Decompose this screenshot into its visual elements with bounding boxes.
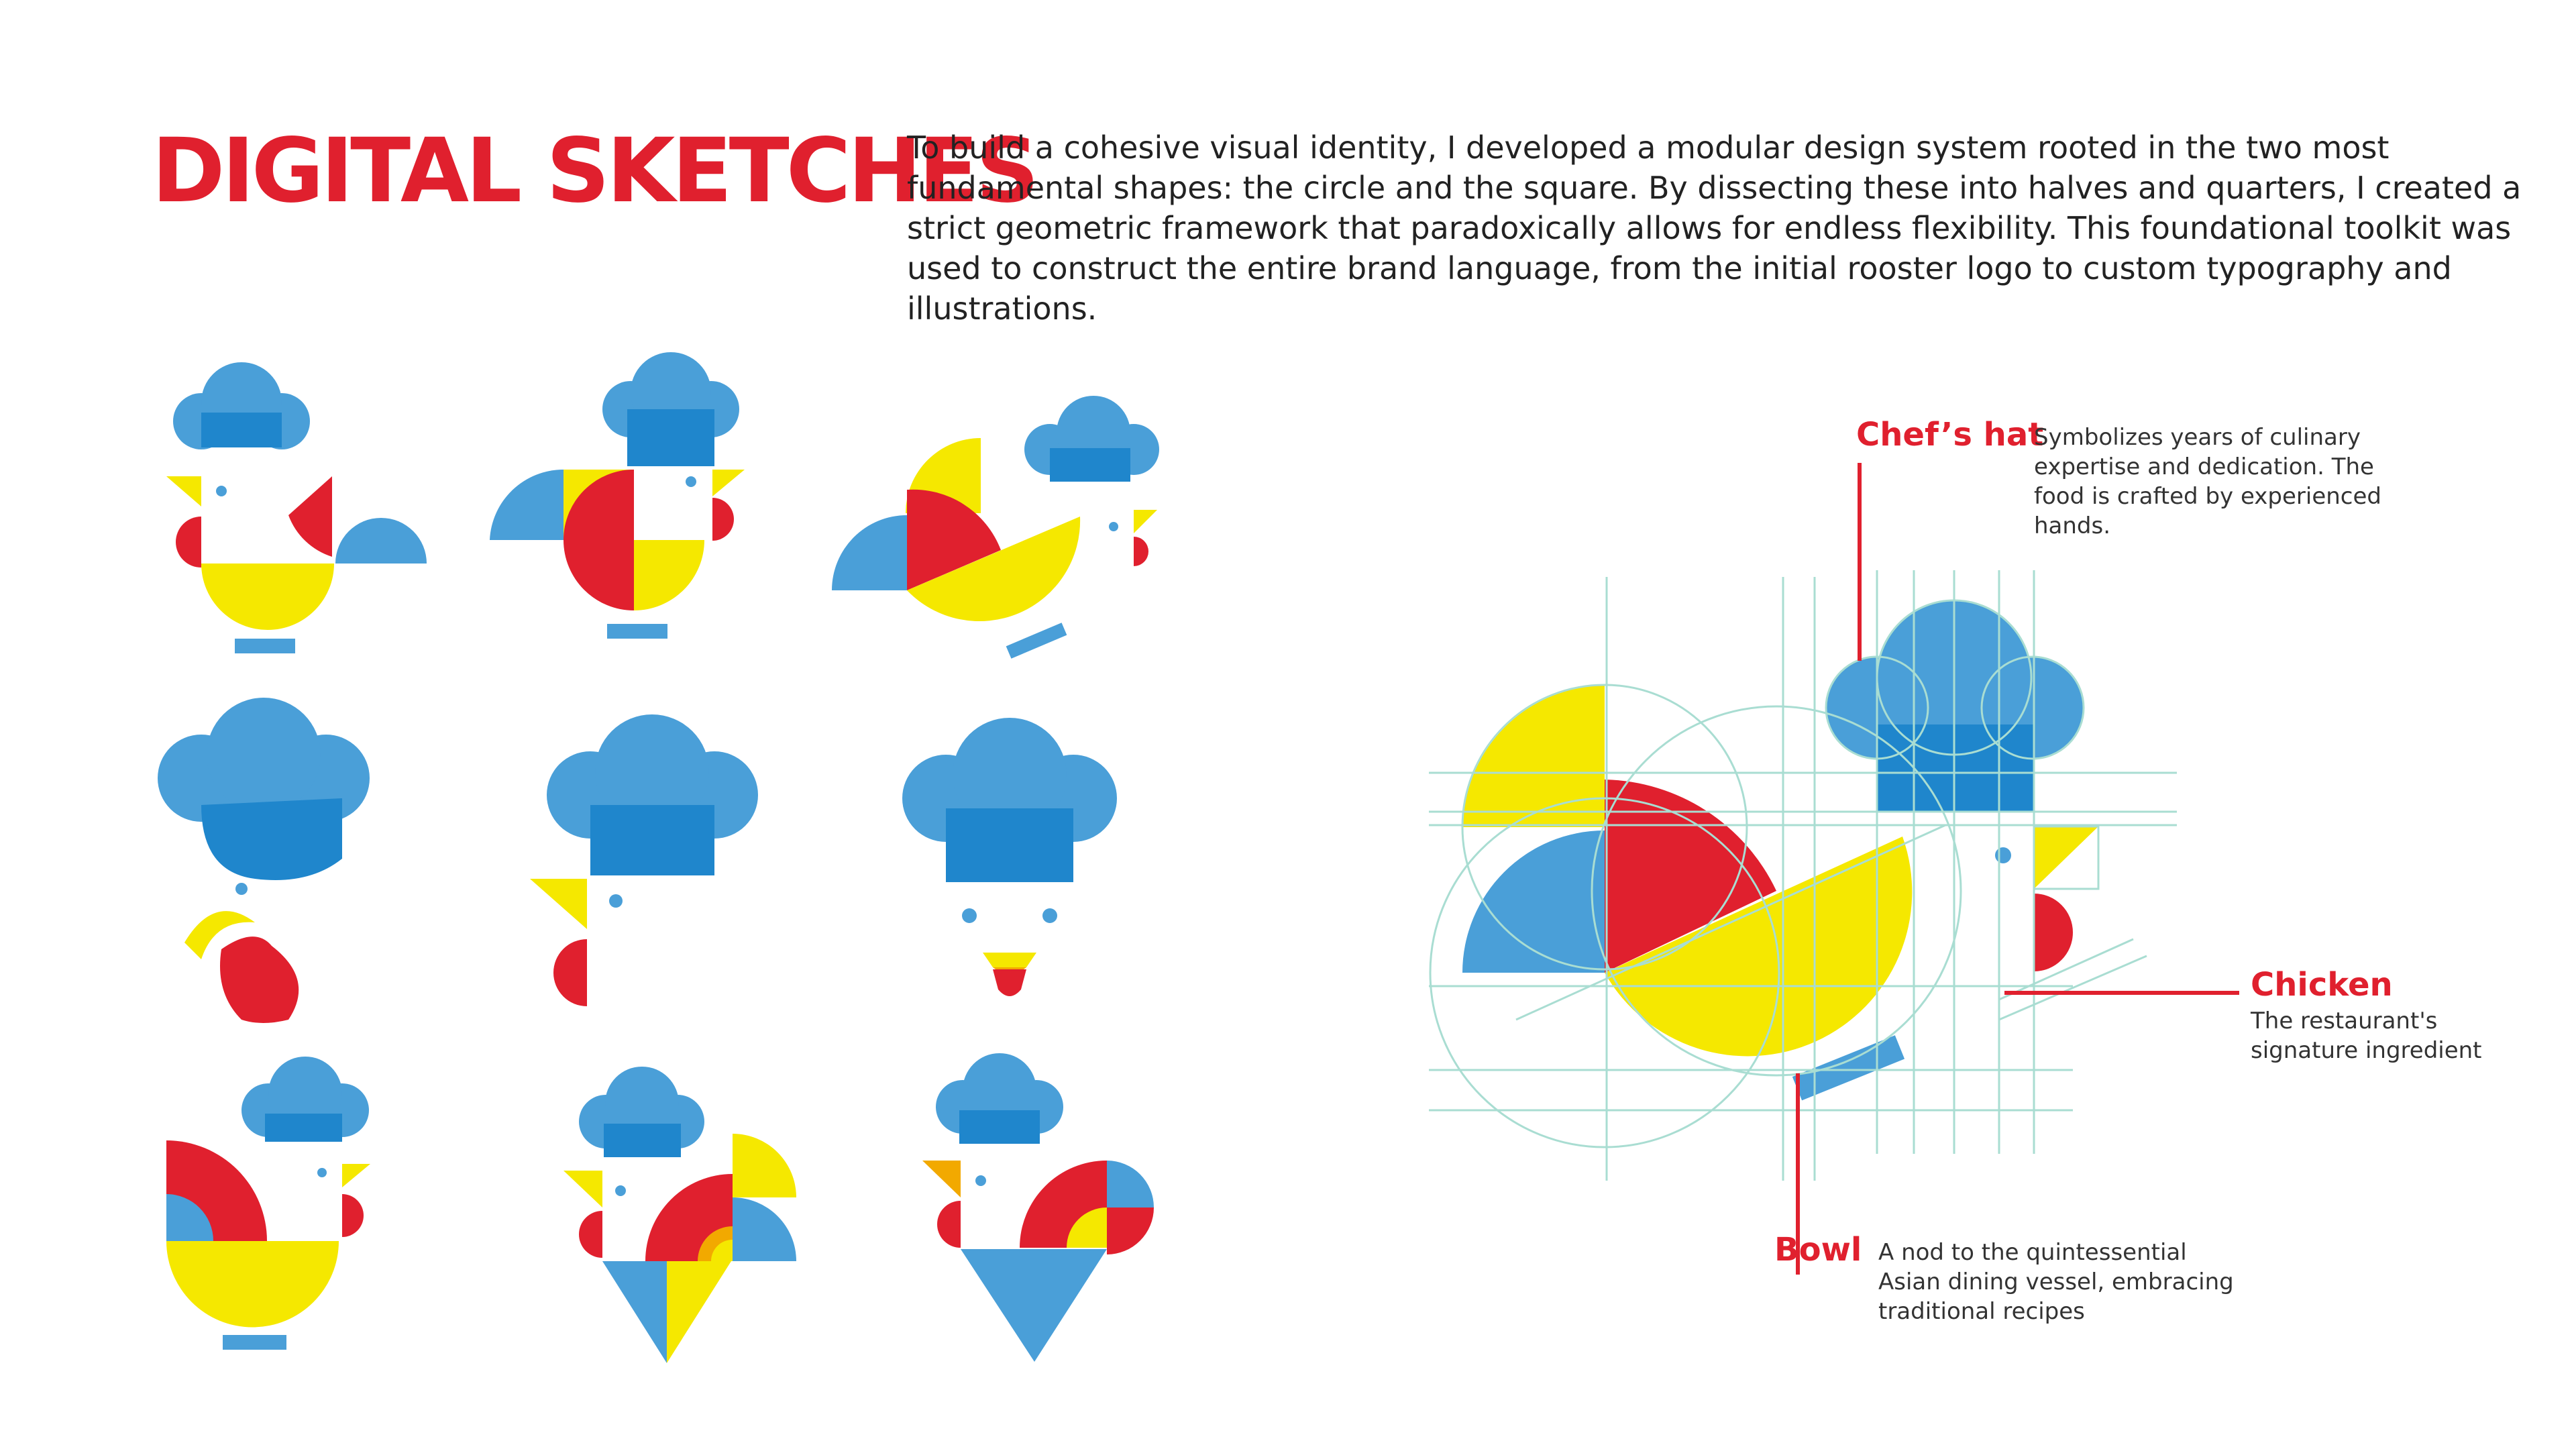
wattle-icon — [579, 1211, 602, 1258]
rooster-head-icon — [166, 476, 227, 568]
chef-hat-icon — [579, 1067, 704, 1157]
eye-icon — [975, 1175, 986, 1186]
callout-description: A nod to the quintessential Asian dining vessel, embracing traditional recipes — [1878, 1239, 2234, 1325]
eye-icon — [317, 1168, 327, 1177]
comb-flame-icon — [220, 936, 299, 1023]
wing-quarter-icon — [490, 470, 564, 540]
bowl-body-icon — [201, 564, 334, 630]
eye-icon — [1995, 847, 2011, 863]
eye-icon — [615, 1185, 626, 1196]
tail-yellow-quarter-icon — [733, 1134, 796, 1197]
comb-quarter-icon — [288, 476, 332, 557]
eye-icon — [686, 476, 696, 487]
chef-hat-icon — [547, 714, 758, 875]
chef-hat-icon — [158, 698, 370, 880]
tail-red-quarter-icon — [1107, 1208, 1154, 1254]
rooster-sketch-8 — [564, 1067, 796, 1363]
beak-icon — [922, 1161, 961, 1197]
callout-label: Chef’s hat — [1856, 416, 2044, 453]
bowl-base-icon — [1006, 623, 1067, 659]
chef-hat-icon — [241, 1057, 369, 1142]
rooster-sketch-3 — [832, 396, 1159, 659]
chef-hat-icon — [902, 718, 1117, 882]
bowl-base-icon — [235, 639, 295, 653]
tail-yellow-quarter-icon — [1462, 685, 1605, 827]
wattle-icon — [712, 498, 734, 541]
beak-icon — [564, 1171, 602, 1208]
intro-paragraph: To build a cohesive visual identity, I developed a modular design system rooted in the two most fundamental shapes: the circle and the square. By dissecting these into halves and quarters, I created a strict geometric framework that paradoxically allows for endless flexibility. This foundational toolkit was used to construct the entire brand language, from the initial rooster logo to custom typography and illustrations. — [907, 129, 2522, 327]
wattle-icon — [2034, 894, 2073, 971]
wattle-icon — [342, 1194, 364, 1237]
chef-hat-icon — [936, 1053, 1063, 1144]
tail-blue-quarter-icon — [1107, 1161, 1154, 1208]
chef-hat-icon — [173, 362, 310, 449]
bowl-cone-icon — [961, 1249, 1107, 1362]
beak-icon — [983, 953, 1036, 967]
construction-diagram — [1429, 463, 2239, 1275]
beak-icon — [342, 1164, 370, 1187]
beak-icon — [1134, 510, 1157, 533]
rooster-sketch-1 — [166, 362, 427, 653]
rooster-sketch-6 — [902, 718, 1117, 996]
eye-icon — [235, 883, 248, 895]
callout-description: Symbolizes years of culinary expertise and dedication. The food is crafted by experienced hands. — [2034, 424, 2381, 539]
rooster-sketch-2 — [490, 352, 745, 639]
bowl-base-icon — [1792, 1035, 1904, 1100]
body-yellow-quarter-icon — [634, 540, 704, 610]
bowl-body-icon — [166, 1241, 339, 1328]
beak-icon — [530, 879, 587, 929]
tail-blue-quarter-icon — [733, 1197, 796, 1261]
right-eye-icon — [1042, 908, 1057, 923]
rooster-sketch-5 — [530, 714, 758, 1006]
bowl-cone-yellow-icon — [667, 1261, 731, 1363]
wattle-icon — [1134, 537, 1148, 566]
beak-icon — [2034, 826, 2098, 889]
bowl-base-icon — [607, 624, 667, 639]
wattle-icon — [993, 969, 1026, 996]
eye-icon — [609, 894, 623, 908]
bowl-cone-icon — [602, 1261, 667, 1363]
tail-blue-quarter-icon — [832, 515, 907, 590]
rooster-sketch-7 — [166, 1057, 370, 1350]
rooster-sketch-9 — [922, 1053, 1154, 1362]
chef-hat-icon — [602, 352, 739, 466]
callout-label: Chicken — [2251, 966, 2393, 1004]
rooster-sketch-4 — [158, 698, 370, 1023]
beak-icon — [712, 470, 745, 496]
callout-description: The restaurant's signature ingredient — [2251, 1008, 2482, 1064]
left-eye-icon — [962, 908, 977, 923]
callout-label: Bowl — [1774, 1231, 1862, 1269]
eye-icon — [1109, 522, 1118, 531]
page-title: DIGITAL SKETCHES — [152, 119, 1036, 223]
tail-half-icon — [335, 518, 427, 564]
wattle-icon — [937, 1201, 961, 1248]
body-quarter-icon — [564, 540, 634, 610]
wattle-icon — [553, 939, 587, 1006]
bowl-base-icon — [223, 1335, 286, 1350]
chef-hat-icon — [1024, 396, 1159, 482]
sketch-grid — [158, 352, 1159, 1363]
